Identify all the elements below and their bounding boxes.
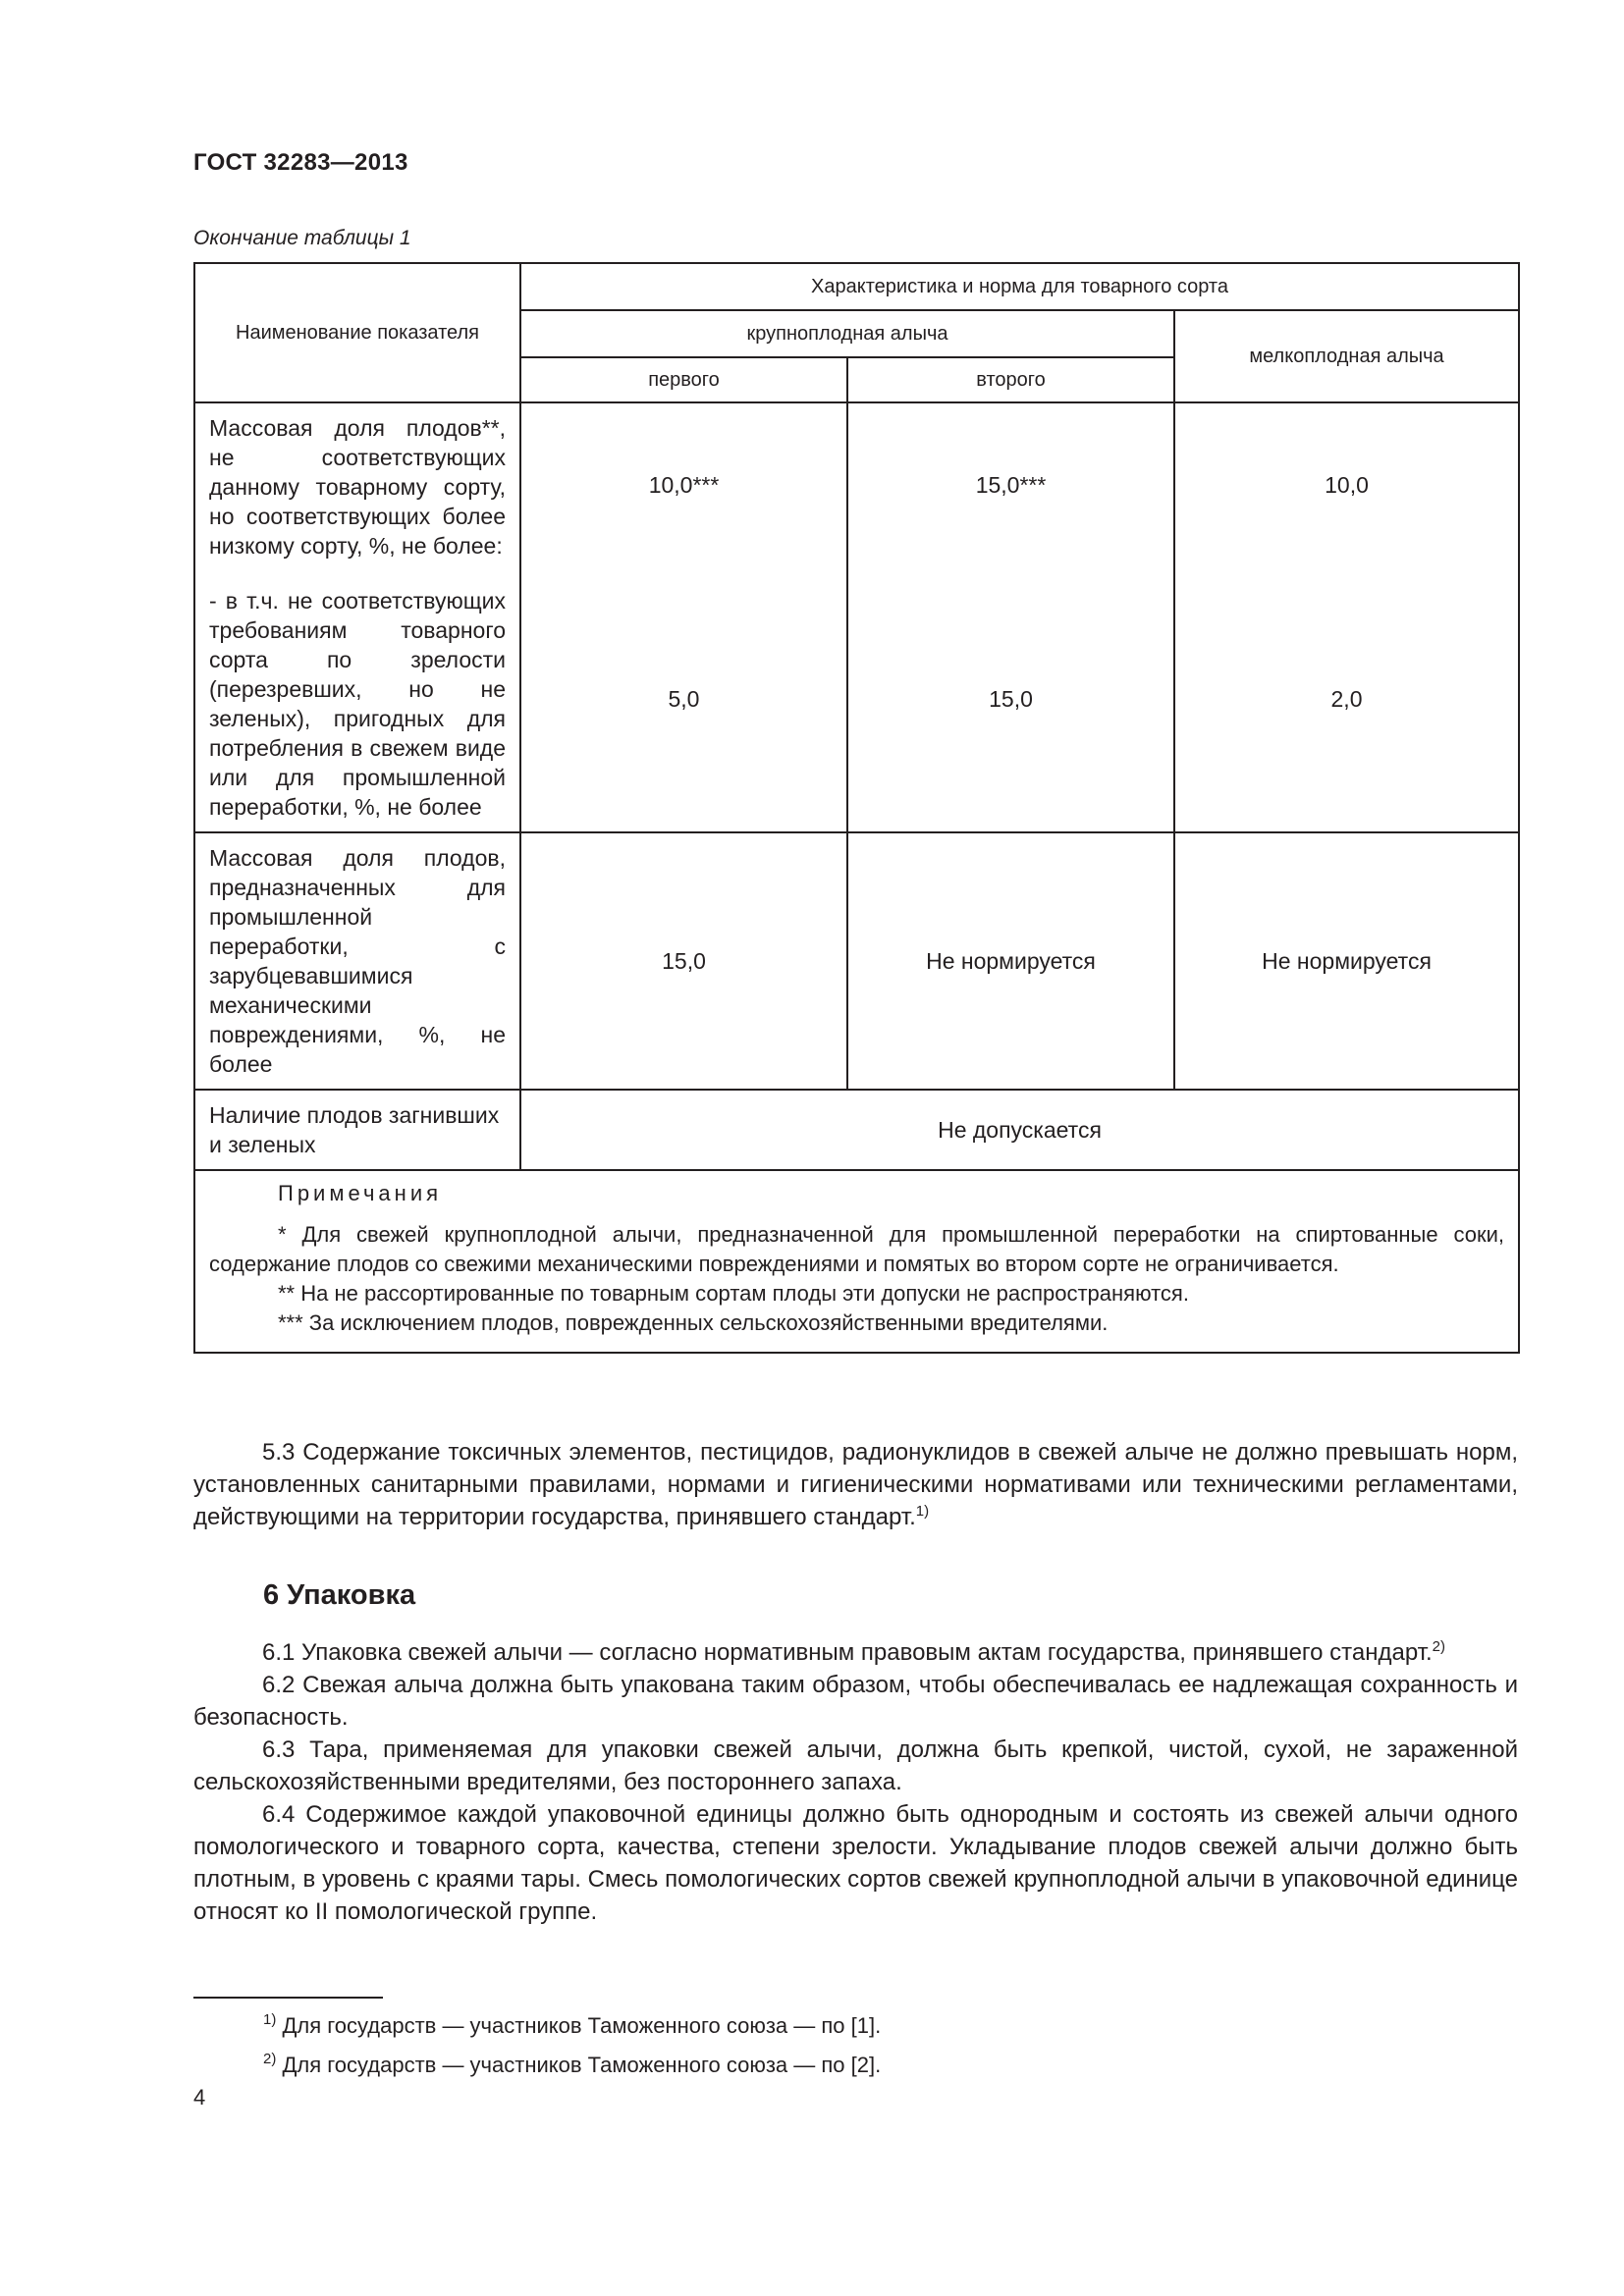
footnote-ref: 1): [915, 1503, 930, 1520]
paragraph-text: 6.1 Упаковка свежей алычи — согласно нормативным правовым актам государства, принявшего стандарт.: [262, 1639, 1433, 1666]
table-row: [194, 832, 1519, 1090]
footnote-text: Для государств — участников Таможенного союза — по [2].: [276, 2053, 882, 2077]
document-header: ГОСТ 32283—2013: [193, 149, 408, 176]
paragraph-6-2: 6.2 Свежая алыча должна быть упакована таким образом, чтобы обеспечивалась ее надлежащая сохранность и безопасность.: [193, 1672, 1518, 1731]
row-value-second: Не нормируется: [847, 832, 1174, 1090]
footnote-mark: 2): [263, 2051, 277, 2067]
table-row: [194, 402, 1519, 566]
paragraph-6-1: [193, 1636, 1518, 1669]
row-value-second: 15,0***: [847, 402, 1174, 566]
header-first-grade: первого: [520, 357, 847, 402]
table-caption: Окончание таблицы 1: [193, 227, 411, 249]
table-notes: [194, 1170, 1519, 1353]
footnote-separator: [193, 1997, 383, 1999]
table-1: [193, 262, 1520, 1354]
row-name: Массовая доля плодов, предназначенных для промышленной переработки, с зарубцевавшимися механическими повреждениями, %, не более: [194, 832, 520, 1090]
table-row: [194, 1090, 1519, 1170]
notes-row: [194, 1170, 1519, 1353]
section-6-body: [193, 1636, 1518, 1928]
note-item: * Для свежей крупноплодной алычи, предназначенной для промышленной переработки на спиртованные соки, содержание плодов со свежими механическими повреждениями и помятых во втором сорте не ограничивается.: [209, 1222, 1505, 1276]
section-title: 6 Упаковка: [263, 1579, 416, 1611]
paragraph-text: 5.3 Содержание токсичных элементов, пестицидов, радионуклидов в свежей алыче не должно превышать норм, установленных санитарными правилами, нормами и гигиеническими нормативами или техническими регламентами, действующими на территории государства, принявшего стандарт.: [193, 1439, 1518, 1530]
row-value-second: 15,0: [847, 566, 1174, 832]
row-value-small: 2,0: [1174, 566, 1519, 832]
row-value-first: 15,0: [520, 832, 847, 1090]
header-second-grade: второго: [847, 357, 1174, 402]
table-row: [194, 566, 1519, 832]
row-name: Массовая доля плодов**, не соответствующих данному товарному сорту, но соответствующих более низкому сорту, %, не более:: [194, 402, 520, 566]
page-number: 4: [193, 2085, 206, 2109]
row-name: - в т.ч. не соответствующих требованиям товарного сорта по зрелости (перезревших, но не зеленых), пригодных для потребления в свежем виде или для промышленной переработки, %, не более: [194, 566, 520, 832]
footnotes: [263, 2006, 881, 2085]
row-value-small: 10,0: [1174, 402, 1519, 566]
row-value-merged: Не допускается: [520, 1090, 1519, 1170]
footnote: [263, 2046, 881, 2085]
row-value-first: 10,0***: [520, 402, 847, 566]
footnote: [263, 2006, 881, 2046]
header-name-column: Наименование показателя: [194, 263, 520, 402]
header-large-fruited: крупноплодная алыча: [520, 310, 1174, 357]
note-item: *** За исключением плодов, поврежденных сельскохозяйственными вредителями.: [278, 1310, 1109, 1335]
note-item: ** На не рассортированные по товарным сортам плоды эти допуски не распространяются.: [278, 1281, 1189, 1306]
paragraph-6-4: 6.4 Содержимое каждой упаковочной единицы должно быть однородным и состоять из свежей алычи одного помологического и товарного сорта, качества, степени зрелости. Укладывание плодов свежей алычи должно быть плотным, в уровень с краями тары. Смесь помологических сортов свежей крупноплодной алычи в упаковочной единице относят ко II помологической группе.: [193, 1801, 1518, 1925]
footnote-mark: 1): [263, 2011, 277, 2028]
header-char-norm: Характеристика и норма для товарного сорта: [520, 263, 1519, 310]
notes-title: Примечания: [278, 1181, 443, 1205]
paragraph-6-3: 6.3 Тара, применяемая для упаковки свежей алычи, должна быть крепкой, чистой, сухой, не зараженной сельскохозяйственными вредителями, без постороннего запаха.: [193, 1736, 1518, 1795]
footnote-text: Для государств — участников Таможенного союза — по [1].: [276, 2013, 882, 2038]
row-value-small: Не нормируется: [1174, 832, 1519, 1090]
paragraph-5-3: [193, 1436, 1518, 1533]
row-value-first: 5,0: [520, 566, 847, 832]
header-small-fruited: мелкоплодная алыча: [1174, 310, 1519, 402]
footnote-ref: 2): [1432, 1638, 1445, 1655]
row-name: Наличие плодов загнивших и зеленых: [194, 1090, 520, 1170]
